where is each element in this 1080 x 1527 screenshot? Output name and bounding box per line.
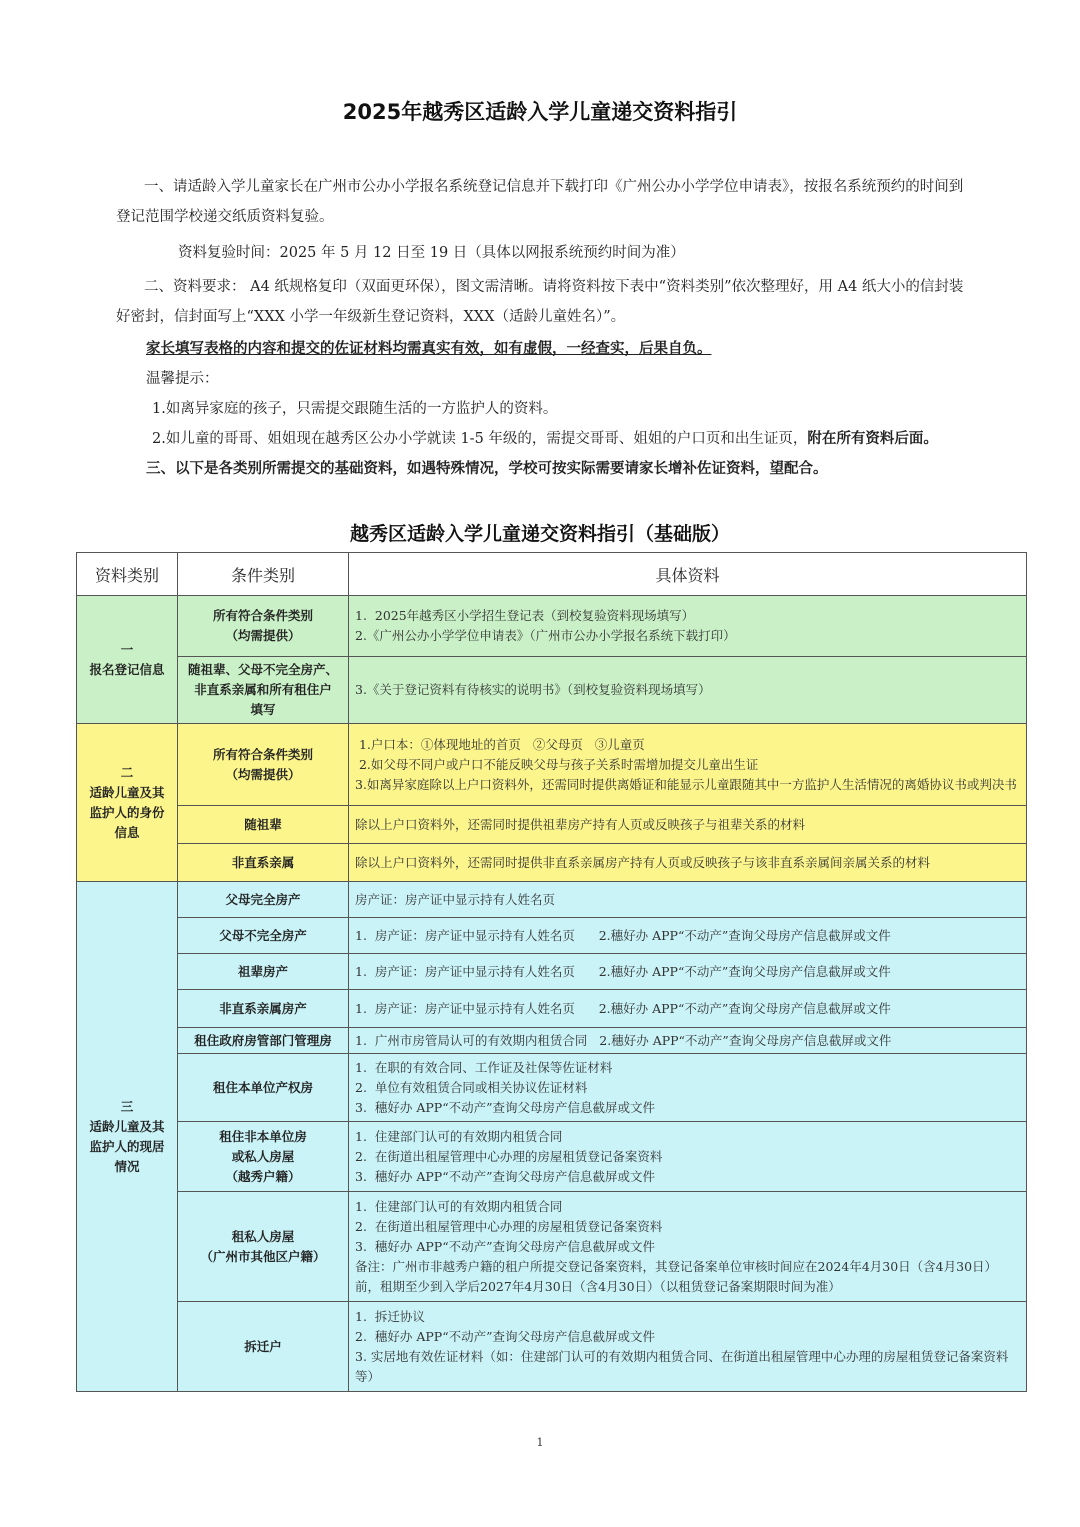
condition-cell: 所有符合条件类别 （均需提供） <box>178 724 349 806</box>
details-cell: 1.户口本：①体现地址的首页 ②父母页 ③儿童页 2.如父母不同户或户口不能反映父母与孩子关系时需增加提交儿童出生证 3.如离异家庭除以上户口资料外，还需同时提供离婚证和能显示儿童跟随其中一方监护人生活情况的离婚协议书或判决书 <box>349 724 1027 806</box>
table-row <box>77 724 1027 806</box>
details-cell: 1. 房产证：房产证中显示持有人姓名页 2.穗好办 APP“不动产”查询父母房产信息截屏或文件 <box>349 990 1027 1028</box>
materials-table <box>76 552 1027 1392</box>
page-number: 1 <box>536 1436 544 1449</box>
condition-cell: 随祖辈 <box>178 806 349 844</box>
header-category: 资料类别 <box>77 553 178 596</box>
intro-warning: 家长填写表格的内容和提交的佐证材料均需真实有效，如有虚假，一经查实，后果自负。 <box>146 340 712 357</box>
intro-paragraph-1: 一、请适龄入学儿童家长在广州市公办小学报名系统登记信息并下载打印《广州公办小学学位申请表》，按报名系统预约的时间到登记范围学校递交纸质资料复验。 <box>116 179 964 225</box>
table-row <box>77 1028 1027 1054</box>
table-row <box>77 1122 1027 1192</box>
intro-tips-heading: 温馨提示： <box>146 371 219 387</box>
details-cell: 1. 2025年越秀区小学招生登记表（到校复验资料现场填写） 2.《广州公办小学学位申请表》（广州市公办小学报名系统下载打印） <box>349 596 1027 657</box>
table-title: 越秀区适龄入学儿童递交资料指引（基础版） <box>349 523 730 545</box>
details-cell: 除以上户口资料外，还需同时提供祖辈房产持有人页或反映孩子与祖辈关系的材料 <box>349 806 1027 844</box>
details-cell: 1. 住建部门认可的有效期内租赁合同 2. 在街道出租屋管理中心办理的房屋租赁登记备案资料 3. 穗好办 APP“不动产”查询父母房产信息截屏或文件 备注：广州市非越秀户籍的租户所提交登记备案资料，其登记备案单位审核时间应在2024年4月30日（含4月30日）前，租期至少到入学后2027年4月30日（含4月30日）（以租赁登记备案期限时间为准） <box>349 1192 1027 1302</box>
condition-cell: 父母不完全房产 <box>178 918 349 954</box>
details-cell: 除以上户口资料外，还需同时提供非直系亲属房产持有人页或反映孩子与该非直系亲属间亲属关系的材料 <box>349 844 1027 882</box>
condition-cell: 租住政府房管部门管理房 <box>178 1028 349 1054</box>
details-cell: 1. 广州市房管局认可的有效期内租赁合同 2.穗好办 APP“不动产”查询父母房产信息截屏或文件 <box>349 1028 1027 1054</box>
details-cell: 1. 住建部门认可的有效期内租赁合同 2. 在街道出租屋管理中心办理的房屋租赁登记备案资料 3. 穗好办 APP“不动产”查询父母房产信息截屏或文件 <box>349 1122 1027 1192</box>
header-condition: 条件类别 <box>178 553 349 596</box>
condition-cell: 非直系亲属 <box>178 844 349 882</box>
condition-cell: 所有符合条件类别 （均需提供） <box>178 596 349 657</box>
table-row <box>77 1192 1027 1302</box>
condition-cell: 非直系亲属房产 <box>178 990 349 1028</box>
intro-paragraph-3: 三、以下是各类别所需提交的基础资料，如遇特殊情况，学校可按实际需要请家长增补佐证资料，望配合。 <box>146 460 828 477</box>
category-cell-3: 三 适龄儿童及其 监护人的现居 情况 <box>77 882 178 1392</box>
condition-cell: 租住本单位产权房 <box>178 1054 349 1122</box>
table-row <box>77 657 1027 724</box>
page-title: 2025年越秀区适龄入学儿童递交资料指引 <box>342 100 738 124</box>
condition-cell: 租私人房屋 （广州市其他区户籍） <box>178 1192 349 1302</box>
table-row <box>77 806 1027 844</box>
table-row <box>77 954 1027 990</box>
condition-cell: 拆迁户 <box>178 1302 349 1392</box>
intro-review-time: 资料复验时间：2025 年 5 月 12 日至 19 日（具体以网报系统预约时间为准） <box>178 245 685 261</box>
table-row <box>77 882 1027 918</box>
table-row <box>77 1054 1027 1122</box>
details-cell: 房产证：房产证中显示持有人姓名页 <box>349 882 1027 918</box>
table-row <box>77 918 1027 954</box>
details-cell: 1. 拆迁协议 2. 穗好办 APP“不动产”查询父母房产信息截屏或文件 3. 实居地有效佐证材料（如：住建部门认可的有效期内租赁合同、在街道出租屋管理中心办理的房屋租赁登记备案资料等） <box>349 1302 1027 1392</box>
table-row <box>77 990 1027 1028</box>
details-cell: 3.《关于登记资料有待核实的说明书》（到校复验资料现场填写） <box>349 657 1027 724</box>
table-row <box>77 844 1027 882</box>
header-details: 具体资料 <box>349 553 1027 596</box>
intro-tip-2: 2.如儿童的哥哥、姐姐现在越秀区公办小学就读 1-5 年级的，需提交哥哥、姐姐的户口页和出生证页，附在所有资料后面。 <box>152 430 938 447</box>
table-header-row <box>77 553 1027 596</box>
condition-cell: 父母完全房产 <box>178 882 349 918</box>
intro-tip-1: 1.如离异家庭的孩子，只需提交跟随生活的一方监护人的资料。 <box>152 401 558 417</box>
condition-cell: 租住非本单位房 或私人房屋 （越秀户籍） <box>178 1122 349 1192</box>
table-row <box>77 596 1027 657</box>
intro-paragraph-2: 二、资料要求： A4 纸规格复印（双面更环保），图文需清晰。请将资料按下表中“资料类别”依次整理好，用 A4 纸大小的信封装好密封，信封面写上“XXX 小学一年级新生登记资料，XXX（适龄儿童姓名）”。 <box>116 279 964 325</box>
details-cell: 1. 房产证：房产证中显示持有人姓名页 2.穗好办 APP“不动产”查询父母房产信息截屏或文件 <box>349 954 1027 990</box>
condition-cell: 祖辈房产 <box>178 954 349 990</box>
condition-cell: 随祖辈、父母不完全房产、 非直系亲属和所有租住户 填写 <box>178 657 349 724</box>
category-cell-2: 二 适龄儿童及其 监护人的身份 信息 <box>77 724 178 882</box>
table-row <box>77 1302 1027 1392</box>
category-cell-1: 一 报名登记信息 <box>77 596 178 724</box>
details-cell: 1. 在职的有效合同、工作证及社保等佐证材料 2. 单位有效租赁合同或相关协议佐证材料 3. 穗好办 APP“不动产”查询父母房产信息截屏或文件 <box>349 1054 1027 1122</box>
details-cell: 1. 房产证：房产证中显示持有人姓名页 2.穗好办 APP“不动产”查询父母房产信息截屏或文件 <box>349 918 1027 954</box>
